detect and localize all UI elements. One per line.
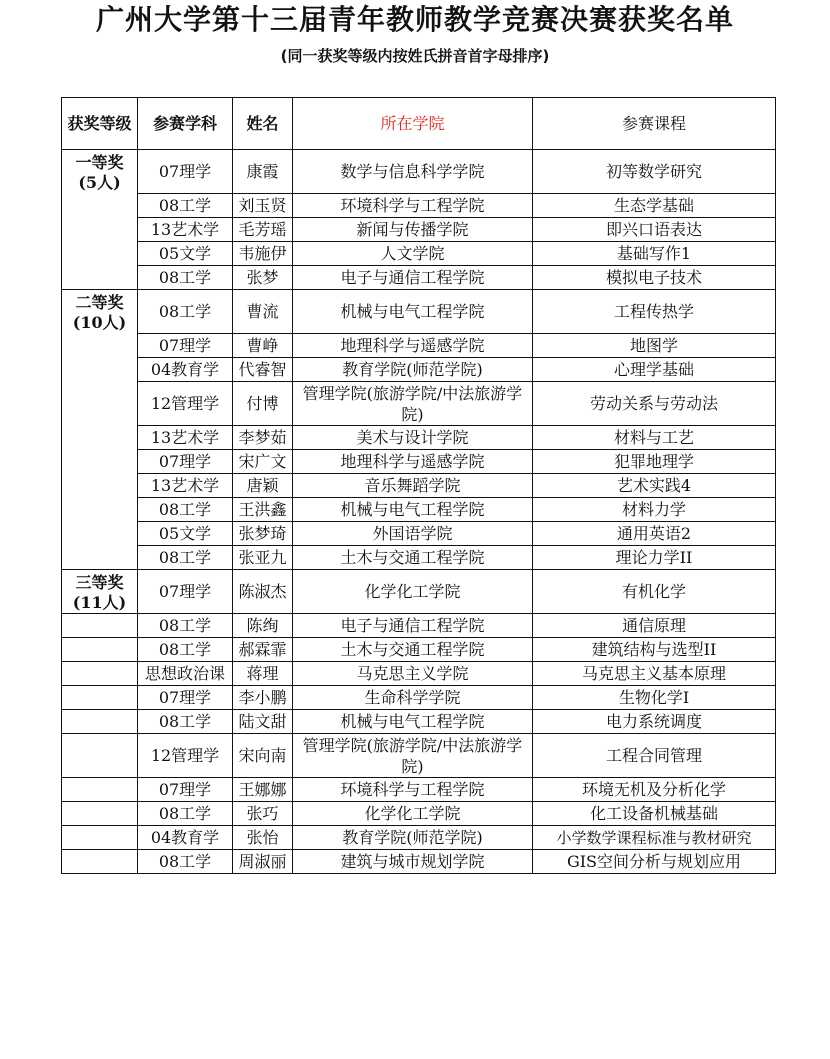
empty-level-cell [62,850,138,874]
course-cell: 即兴口语表达 [533,218,776,242]
course-cell: 通信原理 [533,614,776,638]
college-cell: 电子与通信工程学院 [293,614,533,638]
course-cell: 马克思主义基本原理 [533,662,776,686]
table-row [62,734,776,778]
course-cell: 心理学基础 [533,358,776,382]
subject-cell: 08工学 [138,194,233,218]
table-row [62,802,776,826]
subject-cell: 04教育学 [138,358,233,382]
college-cell: 化学化工学院 [293,802,533,826]
empty-level-cell [62,826,138,850]
name-cell: 张怡 [233,826,293,850]
course-cell: 工程合同管理 [533,734,776,778]
award-level-cell [62,290,138,570]
subject-cell: 08工学 [138,638,233,662]
header-course: 参赛课程 [533,98,776,150]
table-row [62,546,776,570]
empty-level-cell [62,802,138,826]
page-title: 广州大学第十三届青年教师教学竞赛决赛获奖名单 [95,3,734,36]
college-cell: 土木与交通工程学院 [293,638,533,662]
subject-cell: 07理学 [138,686,233,710]
subject-cell: 08工学 [138,710,233,734]
subject-cell: 05文学 [138,242,233,266]
course-cell: 通用英语2 [533,522,776,546]
table-row [62,426,776,450]
subject-cell: 08工学 [138,290,233,334]
college-cell: 机械与电气工程学院 [293,710,533,734]
college-cell: 建筑与城市规划学院 [293,850,533,874]
college-cell: 数学与信息科学学院 [293,150,533,194]
table-row [62,474,776,498]
table-row [62,218,776,242]
name-cell: 郝霖霏 [233,638,293,662]
table-row [62,778,776,802]
name-cell: 张巧 [233,802,293,826]
name-cell: 刘玉贤 [233,194,293,218]
college-cell: 电子与通信工程学院 [293,266,533,290]
table-row [62,522,776,546]
college-cell: 地理科学与遥感学院 [293,450,533,474]
college-cell [293,734,533,778]
course-cell: 电力系统调度 [533,710,776,734]
course-cell: 化工设备机械基础 [533,802,776,826]
college-cell [293,382,533,426]
subject-cell: 08工学 [138,850,233,874]
award-count-label: (10人) [72,313,127,332]
course-cell: 基础写作1 [533,242,776,266]
subject-cell: 08工学 [138,546,233,570]
table-row [62,334,776,358]
name-cell: 康霞 [233,150,293,194]
name-cell: 陈淑杰 [233,570,293,614]
name-cell: 陆文甜 [233,710,293,734]
name-cell: 李小鹏 [233,686,293,710]
name-cell: 周淑丽 [233,850,293,874]
course-cell: 小学数学课程标准与教材研究 [533,826,776,850]
award-level-label: 二等奖 [75,293,124,312]
college-cell: 外国语学院 [293,522,533,546]
college-cell: 人文学院 [293,242,533,266]
subject-cell: 07理学 [138,570,233,614]
name-cell: 唐颖 [233,474,293,498]
empty-level-cell [62,614,138,638]
subject-cell: 07理学 [138,778,233,802]
college-cell: 新闻与传播学院 [293,218,533,242]
subject-cell: 07理学 [138,450,233,474]
table-row [62,710,776,734]
subject-cell: 08工学 [138,266,233,290]
empty-level-cell [62,638,138,662]
award-table [61,97,776,874]
college-cell: 机械与电气工程学院 [293,498,533,522]
table-row [62,498,776,522]
college-cell: 马克思主义学院 [293,662,533,686]
empty-level-cell [62,710,138,734]
header-level: 获奖等级 [62,98,138,150]
subject-cell: 12管理学 [138,734,233,778]
course-cell: 模拟电子技术 [533,266,776,290]
name-cell: 付博 [233,382,293,426]
name-cell: 张亚九 [233,546,293,570]
subject-cell: 07理学 [138,334,233,358]
college-text: 管理学院(旅游学院/中法旅游学院) [302,383,523,424]
subject-cell: 05文学 [138,522,233,546]
name-cell: 曹峥 [233,334,293,358]
table-row [62,826,776,850]
header-name: 姓名 [233,98,293,150]
subject-cell: 思想政治课 [138,662,233,686]
college-cell: 环境科学与工程学院 [293,778,533,802]
award-level-label: 一等奖 [75,153,124,172]
empty-level-cell [62,686,138,710]
empty-level-cell [62,662,138,686]
course-cell: 建筑结构与选型II [533,638,776,662]
table-row [62,358,776,382]
college-text: 管理学院(旅游学院/中法旅游学院) [302,735,523,776]
college-cell: 机械与电气工程学院 [293,290,533,334]
table-row [62,638,776,662]
college-cell: 教育学院(师范学院) [293,826,533,850]
course-cell: 材料力学 [533,498,776,522]
name-cell: 张梦琦 [233,522,293,546]
award-count-label: (11人) [72,593,127,612]
course-cell: 理论力学II [533,546,776,570]
subject-cell: 12管理学 [138,382,233,426]
course-cell: GIS空间分析与规划应用 [533,850,776,874]
name-cell: 宋向南 [233,734,293,778]
table-header-row [62,98,776,150]
table-row [62,242,776,266]
college-cell: 化学化工学院 [293,570,533,614]
college-cell: 地理科学与遥感学院 [293,334,533,358]
course-cell: 生物化学Ⅰ [533,686,776,710]
course-cell: 初等数学研究 [533,150,776,194]
college-cell: 美术与设计学院 [293,426,533,450]
name-cell: 王娜娜 [233,778,293,802]
course-cell: 环境无机及分析化学 [533,778,776,802]
table-row [62,150,776,194]
course-cell: 地图学 [533,334,776,358]
subject-cell: 13艺术学 [138,474,233,498]
subject-cell: 08工学 [138,498,233,522]
course-cell: 生态学基础 [533,194,776,218]
subject-cell: 07理学 [138,150,233,194]
name-cell: 宋广文 [233,450,293,474]
award-level-cell [62,150,138,290]
course-cell: 有机化学 [533,570,776,614]
subject-cell: 13艺术学 [138,218,233,242]
name-cell: 陈绚 [233,614,293,638]
course-cell: 劳动关系与劳动法 [533,382,776,426]
name-cell: 曹流 [233,290,293,334]
subject-cell: 04教育学 [138,826,233,850]
header-college: 所在学院 [293,98,533,150]
name-cell: 代睿智 [233,358,293,382]
header-subject: 参赛学科 [138,98,233,150]
name-cell: 蒋理 [233,662,293,686]
college-cell: 生命科学学院 [293,686,533,710]
subject-cell: 13艺术学 [138,426,233,450]
table-row [62,614,776,638]
name-cell: 李梦茹 [233,426,293,450]
name-cell: 韦施伊 [233,242,293,266]
table-row [62,686,776,710]
award-count-label: (5人) [78,173,121,192]
page-subtitle: (同一获奖等级内按姓氏拼音首字母排序) [280,47,550,65]
table-row [62,850,776,874]
name-cell: 王洪鑫 [233,498,293,522]
empty-level-cell [62,734,138,778]
subject-cell: 08工学 [138,614,233,638]
award-level-label: 三等奖 [75,573,124,592]
table-row [62,450,776,474]
course-cell: 艺术实践4 [533,474,776,498]
subject-cell: 08工学 [138,802,233,826]
name-cell: 毛芳瑶 [233,218,293,242]
table-row [62,194,776,218]
table-row [62,266,776,290]
college-cell: 音乐舞蹈学院 [293,474,533,498]
college-cell: 土木与交通工程学院 [293,546,533,570]
table-row [62,382,776,426]
course-cell: 材料与工艺 [533,426,776,450]
course-cell: 工程传热学 [533,290,776,334]
table-row [62,570,776,614]
college-cell: 环境科学与工程学院 [293,194,533,218]
name-cell: 张梦 [233,266,293,290]
course-cell: 犯罪地理学 [533,450,776,474]
table-row [62,662,776,686]
college-cell: 教育学院(师范学院) [293,358,533,382]
table-row [62,290,776,334]
empty-level-cell [62,778,138,802]
award-level-cell [62,570,138,614]
